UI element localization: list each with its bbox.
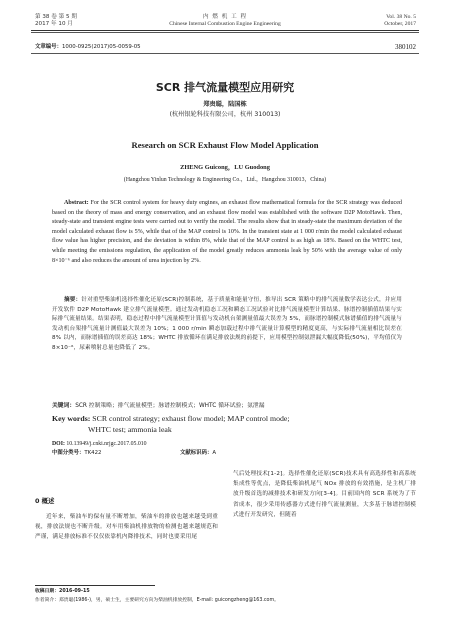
keywords-cn	[52, 402, 402, 412]
keywords-cn-label: 关键词：	[52, 403, 76, 409]
clc	[52, 450, 101, 457]
journal-title-cn: 内 燃 机 工 程	[202, 14, 248, 20]
article-number-value: 1000-0925(2017)05-0059-05	[61, 44, 141, 50]
section-0-heading: 0 概述	[35, 497, 55, 505]
article-number-label: 文章编号：	[35, 44, 62, 50]
abstract-en	[52, 199, 402, 266]
title-en: Research on SCR Exhaust Flow Model Application	[131, 140, 319, 150]
doi-value: 10.13949/j.cnki.nrjgc.2017.05.010	[66, 441, 147, 447]
article-code: 380102	[395, 43, 416, 51]
abstract-cn-label: 摘要：	[64, 297, 82, 303]
journal-volume-en: Vol. 38 No. 5	[386, 14, 416, 20]
journal-date-en: October, 2017	[384, 21, 416, 27]
keywords-en-label: Key words:	[52, 414, 91, 423]
right-column-body: 气后处理技术[1-2]。选择性催化还原(SCR)技术具有高选择性和高系统集成性等优点，是降低柴油机尾气 NOx 排放的有效措施，是主机厂排放升级首选的减排技术和研发方向[3-4]。目前国内的 SCR 系统为了节省成本，很少采用传感器方式进行排气流量测量，大多基于脉谱控制模式进行开发研究，但随着	[233, 471, 416, 518]
journal-date-cn: 2017 年 10 月	[35, 21, 73, 27]
article-rule	[31, 53, 419, 54]
footnote-rule	[35, 585, 155, 586]
abstract-cn	[52, 296, 402, 354]
clc-value: TK422	[84, 450, 102, 456]
abstract-en-text: For the SCR control system for heavy duty engines, an exhaust flow mathematical formula for the SCR strategy was deduced based on the theory of mass and energy conservation, and an exhaust flow model was established with the software D2P MotoHawk. Then, steady-state and transient engine tests were carried out to verify the model. The results show that in steady-state the maximum deviation of the model calculated exhaust flow is 5%, while that of the MAP control is 10%. In the transient state at 1 000 r/min the model calculated exhaust flow value has higher precision, and the deviation is within 8%, while that of the MAP control is as high as 18%. Based on the WHTC test, while meeting the emissions regulation, the application of the model greatly reduces ammonia leak by 50% with the average value of only 8×10⁻⁶ and also reduces the amount of urea injection by 2%.	[52, 200, 402, 264]
doi	[52, 441, 147, 448]
affiliation-en: (Hangzhou Yinlun Technology & Engineering Co.，Ltd.，Hangzhou 310013，China)	[123, 177, 327, 183]
authors-cn: 郑贵聪，陆国栋	[203, 101, 247, 108]
keywords-en	[52, 413, 402, 424]
footnote-author: 作者简介：郑贵聪(1986-)，男，硕士生，主要研究方向为柴油机排放控制，E-mail: guicongzheng@163.com。	[35, 598, 279, 603]
article-number	[35, 44, 141, 51]
authors-en: ZHENG Guicong，LU Guodong	[180, 164, 270, 171]
keywords-en-line1: SCR control strategy; exhaust flow model; MAP control mode;	[92, 414, 290, 423]
footnote-received: 收稿日期：2016-09-15	[35, 589, 90, 594]
keywords-cn-text: SCR 控制策略；排气流量模型；脉谱控制模式；WHTC 循环试验；氨泄漏	[75, 403, 265, 409]
doc-code-label: 文献标识码：	[180, 450, 213, 456]
clc-label: 中图分类号：	[52, 450, 85, 456]
affiliation-cn: (杭州银轮科技有限公司，杭州 310013)	[169, 111, 281, 118]
abstract-label: Abstract:	[64, 200, 89, 206]
title-cn: SCR 排气流量模型应用研究	[155, 81, 295, 94]
doc-code-value: A	[212, 450, 217, 456]
abstract-cn-text: 针对重型柴油机选择性催化还原(SCR)控制系统，基于质量和能量守恒，推导出 SCR 策略中的排气流量数学表达公式，并应用开发软件 D2P MotoHawk 建立排气流量模型。通过发动机稳态工况和瞬态工况试验对比排气流量模型计算结果、脉谱控制插值结果与实际排气流量结果。结果表明，稳态过程中排气流量模型计算值与发动机台架测量值最大误差为 5%，而脉谱控制模式脉谱插值的排气流量与发动机台架排气流量计测值最大误差为 10%；1 000 r/min 瞬态加载过程中排气流量计算模型的精度更高，与实际排气流量相比误差在 8% 以内，而脉谱插值的误差高达 18%；WHTC 排放循环在满足排放法规的前提下，应用模型控制氨泄漏大幅度降低(50%)，平均值仅为 8×10⁻⁶，尿素喷射总量也降低了 2%。	[52, 297, 402, 351]
doi-label: DOI:	[52, 441, 65, 447]
keywords-en-line2: WHTC test; ammonia leak	[88, 425, 172, 434]
left-column-body: 近年来，柴油车的保有量不断增加，柴油车的排放也越来越受到重视，排放法规也不断升级。对车用柴油机排放物的检测也越来越规范和严谨，满足排放标准不仅仅依靠机内降排技术，同时也要采用尾	[35, 514, 218, 541]
journal-title-en: Chinese Internal Combustion Engine Engineering	[169, 21, 281, 27]
doc-code	[180, 450, 216, 457]
journal-volume-issue: 第 38 卷 第 5 期	[35, 14, 77, 20]
header-rule-thin	[31, 32, 419, 33]
